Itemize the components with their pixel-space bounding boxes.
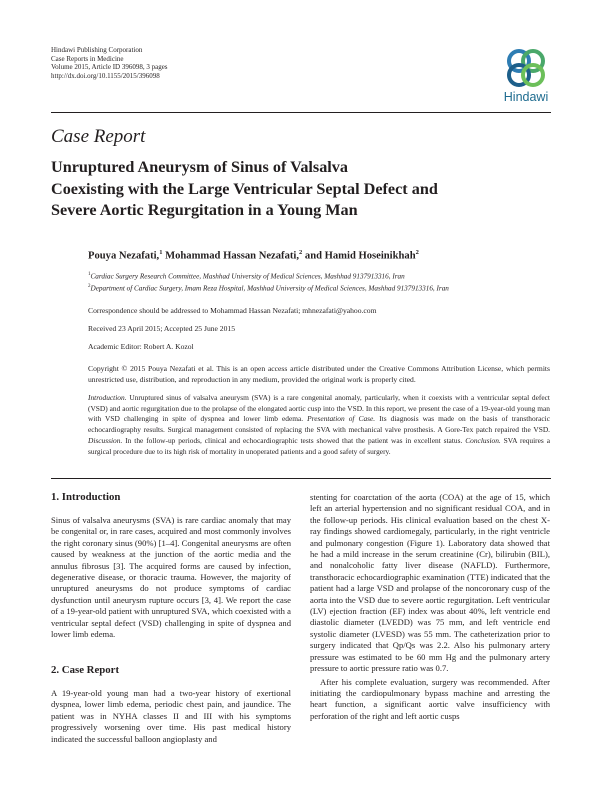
abstract-intro-text: Unruptured sinus of valsalva aneurysm (SVA) is a rare congenital anomaly, particularly, when it coexists with a ventricular septal defect (VSD) and aortic regurgitation due to the prolapse of the elongated aortic cusp into the VSD. In this report, we present the case of a 19-year-old young man with VSD challenging in spite of dyspnea and lower limb edema. xyxy=(88,393,550,424)
title-line: Severe Aortic Regurgitation in a Young Man xyxy=(51,201,358,219)
header-divider xyxy=(51,112,551,113)
journal-header xyxy=(51,46,168,80)
publisher-name: Hindawi Publishing Corporation xyxy=(51,46,143,54)
copyright-notice: Copyright © 2015 Pouya Nezafati et al. This is an open access article distributed under the Creative Commons Attribution License, which permits unrestricted use, distribution, and reproduction in any medium, provided the original work is properly cited. xyxy=(88,364,550,384)
hindawi-logo xyxy=(496,44,556,106)
author-affil-mark: 1 xyxy=(159,249,163,256)
abstract-conclusion-label: Conclusion. xyxy=(465,435,501,445)
abstract-case-text: Its diagnosis was made on the basis of transthoracic echocardiography results. Surgical management consisted of replacing the SVA with mechanical valve prosthesis. A Gore-Tex patch repaired the VSD. xyxy=(88,414,550,435)
abstract-divider xyxy=(51,478,551,479)
article-title xyxy=(51,157,571,222)
abstract-intro-label: Introduction. xyxy=(88,393,127,402)
author-name: and Hamid Hoseinikhah xyxy=(304,250,416,262)
academic-editor: Academic Editor: Robert A. Kozol xyxy=(88,342,194,351)
introduction-body xyxy=(51,515,291,640)
affiliation-mark: 2 xyxy=(88,284,91,289)
title-line: Unruptured Aneurysm of Sinus of Valsalva xyxy=(51,158,348,176)
abstract-discussion-label: Discussion. xyxy=(88,435,123,445)
paragraph: Sinus of valsalva aneurysms (SVA) is rare cardiac anomaly that may be congenital or, in rare cases, acquired and most commonly involves the right coronary sinus (90%) [1–4]. Congenital aneurysms are often caused by weakness at the junction of the aortic media and the annulus fibrosus [3]. The acquired forms are caused by infection, degenerative disease, or thoracic trauma. However, the majority of unruptured aneurysms do not produce symptoms of cardiac dysfunction until aneurysm rupture occurs [3, 4]. We report the case of a 19-year-old patient with unruptured SVA, which coexisted with a ventricular septal defect (VSD) challenging in spite of dyspnea and lower limb edema. xyxy=(51,515,291,640)
section-heading-case-report: 2. Case Report xyxy=(51,664,120,676)
abstract-case-label: Presentation of Case. xyxy=(307,414,376,424)
paragraph: stenting for coarctation of the aorta (COA) at the age of 15, which left an arterial hypertension and no significant residual COA, and in the follow-up periods. His clinical evaluation based on the chest X-ray findings showed cardiomegaly, particularly, in the right ventricle and pulmonary congestion (Figure 1). Laboratory data showed that he had a mild increase in the serum creatinine (Cr), bilirubin (BIL), and nonalcoholic fatty liver disease (NAFLD). Furthermore, transthoracic echocardiographic examination (TTE) indicated that the patient had a large VSD and prolapse of the noncoronary cusp of the aorta into the VSD due to severe aortic regurgitation. Left ventricular (LV) ejection fraction (EF) index was about 40%, left ventricle end diastolic diameter (LVEDD) was 75 mm, and left ventricle end systolic diameter (LVESD) was 55 mm. The catheterization prior to surgery indicated that Qp/Qs was 2.2. Also his pulmonary artery pressure was estimated to be 60 mm Hg and the pulmonary artery pressure to aortic pressure ratio was 0.7. xyxy=(310,492,550,674)
correspondence-line: Correspondence should be addressed to Mohammad Hassan Nezafati; mhnezafati@yahoo.com xyxy=(88,306,377,315)
hindawi-logo-icon xyxy=(496,44,556,90)
hindawi-logo-text: Hindawi xyxy=(503,90,549,104)
volume-info: Volume 2015, Article ID 396098, 3 pages xyxy=(51,63,168,71)
author-affil-mark: 2 xyxy=(415,249,419,256)
article-type-label: Case Report xyxy=(51,126,146,147)
paragraph: A 19-year-old young man had a two-year history of exertional dyspnea, lower limb edema, periodic chest pain, and jaundice. The patient was in NYHA classes II and III with his symptoms progressively worsening over time. His past medical history indicated the successful balloon angioplasty and xyxy=(51,688,291,744)
right-column-body xyxy=(310,492,550,722)
title-line: Coexisting with the Large Ventricular Septal Defect and xyxy=(51,179,438,198)
author-affil-mark: 2 xyxy=(299,249,303,256)
author-name: Mohammad Hassan Nezafati, xyxy=(165,250,299,262)
section-heading-introduction: 1. Introduction xyxy=(51,491,121,503)
paragraph: After his complete evaluation, surgery was recommended. After initiating the cardiopulmonary bypass machine and arresting the heart function, a significant aortic valve insufficiency with perforation of the right and left aortic cusps xyxy=(310,676,550,721)
abstract-conclusion-text: SVA requires a surgical procedure due to its high risk of mortality in unoperated patients and a good safety of surgery. xyxy=(88,435,550,456)
case-report-body xyxy=(51,688,291,745)
author-list xyxy=(88,249,419,262)
received-dates: Received 23 April 2015; Accepted 25 June 2015 xyxy=(88,324,235,333)
affiliation-mark: 1 xyxy=(88,272,91,277)
affiliation-text: Cardiac Surgery Research Committee, Mashhad University of Medical Sciences, Mashhad 9137913316, Iran xyxy=(90,272,405,281)
abstract xyxy=(88,393,550,457)
affiliation xyxy=(88,284,449,292)
affiliation xyxy=(88,272,405,280)
abstract-discussion-text: In the follow-up periods, clinical and echocardiographic tests showed that the patient was in excellent status. xyxy=(122,435,466,445)
journal-name: Case Reports in Medicine xyxy=(51,54,124,63)
author-name: Pouya Nezafati, xyxy=(88,250,160,262)
affiliation-text: Department of Cardiac Surgery, Imam Reza Hospital, Mashhad University of Medical Sciences, Mashhad 9137913316, Iran xyxy=(90,284,449,293)
doi-link[interactable]: http://dx.doi.org/10.1155/2015/396098 xyxy=(51,71,160,80)
